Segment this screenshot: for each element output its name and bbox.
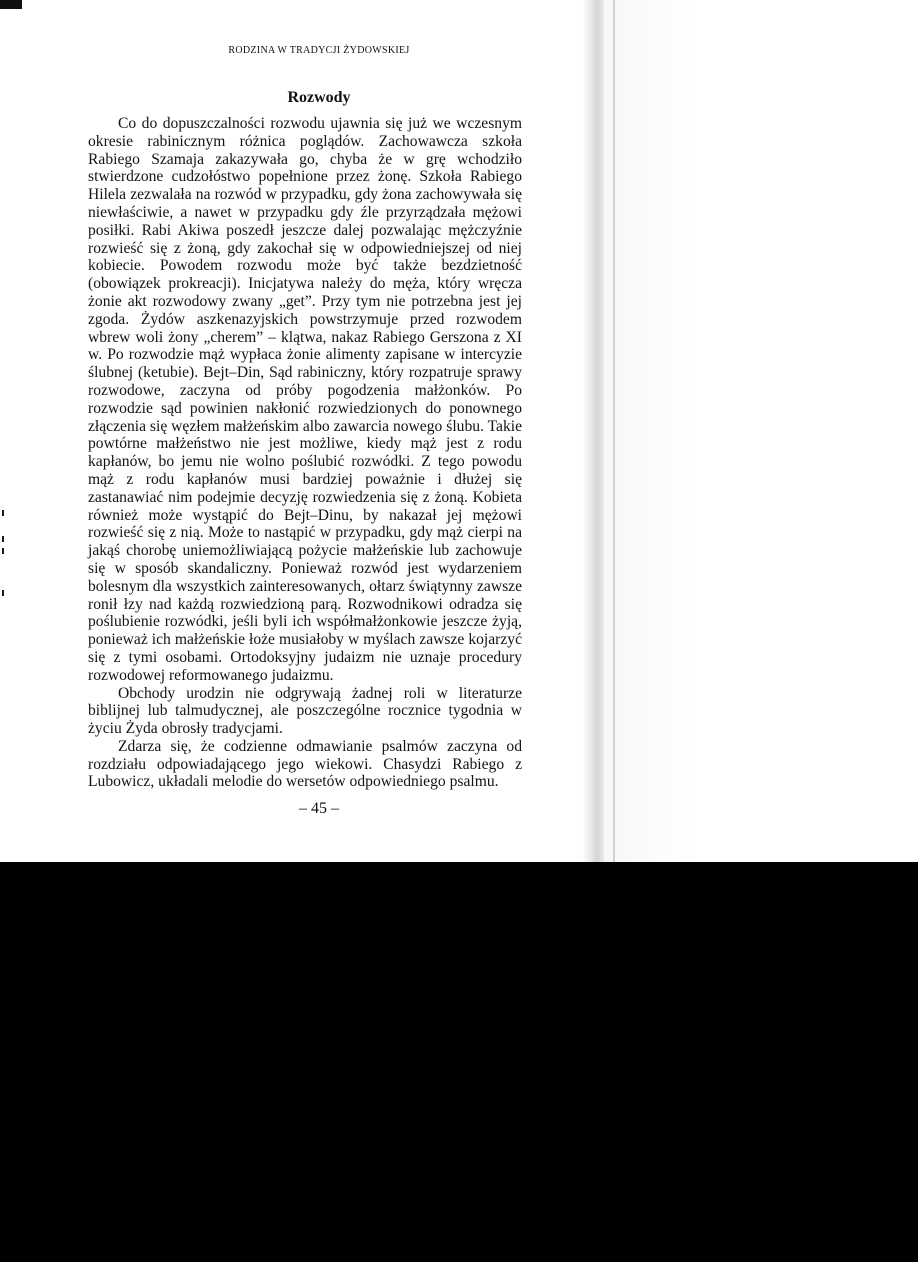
binding-mark	[2, 548, 4, 554]
binding-mark	[2, 510, 4, 516]
running-header: RODZINA W TRADYCJI ŻYDOWSKIEJ	[228, 45, 410, 56]
paragraph: Zdarza się, że codzienne odmawianie psalmów zaczyna od rozdziału odpowiadającego jego wiekowi. Chasydzi Rabiego z Lubowicz, układali melodie do wersetów odpowiedniego psalmu.	[88, 737, 522, 791]
page-gutter-shadow	[582, 0, 604, 862]
page-number: – 45 –	[299, 800, 339, 817]
binding-mark	[2, 590, 4, 596]
body-text	[88, 115, 522, 791]
section-title: Rozwody	[287, 89, 351, 106]
paragraph: Obchody urodzin nie odgrywają żadnej roli w literaturze biblijnej lub talmudycznej, ale poszczególne rocznice tygodnia w życiu Żyda obrosły tradycjami.	[88, 684, 522, 738]
scan-corner-mark	[0, 0, 22, 9]
facing-page-edge	[604, 0, 918, 862]
binding-mark	[2, 536, 4, 542]
paragraph: Co do dopuszczalności rozwodu ujawnia się już we wczesnym okresie rabinicznym różnica poglądów. Zachowawcza szkoła Rabiego Szamaja zakazywała go, chyba że w grę wchodziło stwierdzone cudzołóstwo popełnione przez żonę. Szkoła Rabiego Hilela zezwalała na rozwód w przypadku, gdy żona zachowywała się niewłaściwie, a nawet w przypadku gdy źle przyrządzała mężowi posiłki. Rabi Akiwa poszedł jeszcze dalej pozwalając mężczyźnie rozwieść się z żoną, gdy zakochał się w odpowiedniejszej od niej kobiecie. Powodem rozwodu może być także bezdzietność (obowiązek prokreacji). Inicjatywa należy do męża, który wręcza żonie akt rozwodowy zwany „get”. Przy tym nie potrzebna jest jej zgoda. Żydów aszkenazyjskich powstrzymuje przed rozwodem wbrew woli żony „cherem” – klątwa, nakaz Rabiego Gerszona z XI w. Po rozwodzie mąż wypłaca żonie alimenty zapisane w intercyzie ślubnej (ketubie). Bejt–Din, Sąd rabiniczny, który rozpatruje sprawy rozwodowe, zaczyna od próby pogodzenia małżonków. Po rozwodzie sąd powinien nakłonić rozwiedzionych do ponownego złączenia się węzłem małżeńskim albo zawarcia nowego ślubu. Takie powtórne małżeństwo nie jest możliwe, kiedy mąż jest z rodu kapłanów, bo jemu nie wolno poślubić rozwódki. Z tego powodu mąż z rodu kapłanów musi bardziej poważnie i dłużej się zastanawiać nim podejmie decyzję rozwiedzenia się z żoną. Kobieta również może wystąpić do Bejt–Dinu, by nakazał jej mężowi rozwieść się z nią. Może to nastąpić w przypadku, gdy mąż cierpi na jakąś chorobę uniemożliwiającą pożycie małżeńskie lub zachowuje się w sposób skandaliczny. Ponieważ rozwód jest wydarzeniem bolesnym dla wszystkich zainteresowanych, ołtarz świątynny zawsze ronił łzy nad każdą rozwiedzioną parą. Rozwodnikowi odradza się poślubienie rozwódki, jeśli byli ich współmałżonkowie jeszcze żyją, ponieważ ich małżeńskie łoże musiałoby w myślach zawsze kojarzyć się z tymi osobami. Ortodoksyjny judaizm nie uznaje procedury rozwodowej reformowanego judaizmu.	[88, 115, 522, 684]
page-edge-line	[613, 0, 615, 862]
